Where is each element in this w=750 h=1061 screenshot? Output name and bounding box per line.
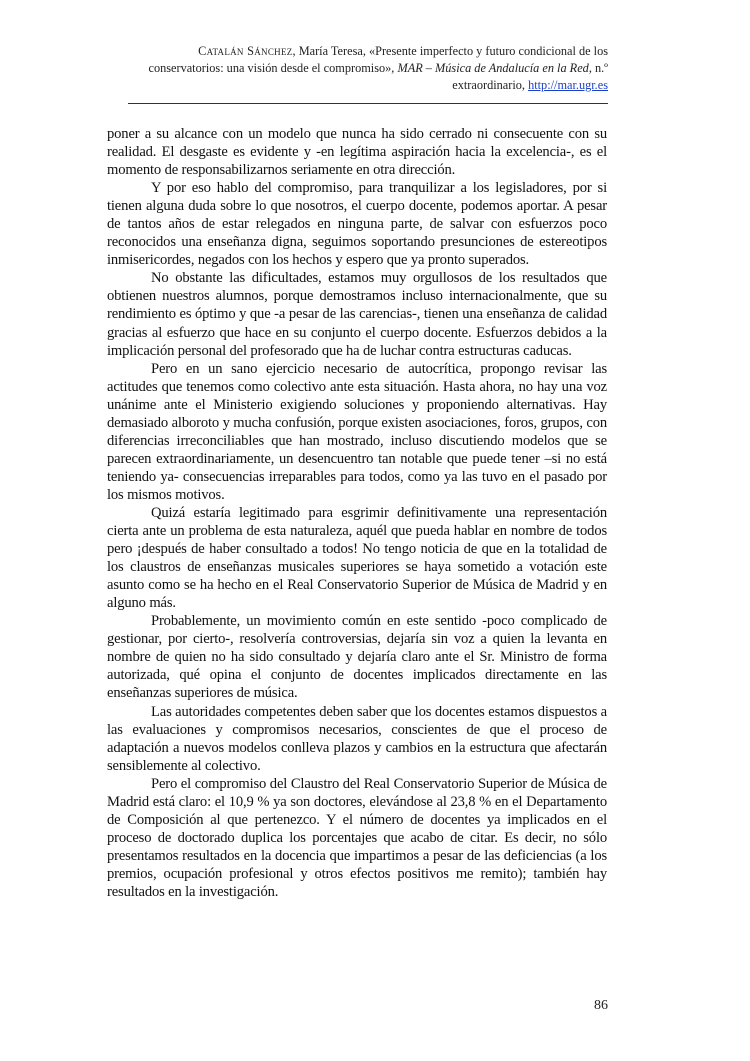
paragraph: Las autoridades competentes deben saber que los docentes estamos dispuestos a las evaluaciones y compromisos necesarios, conscientes de que el proceso de adaptación a nuevos modelos conlleva plazos y cambios en la estructura que afectarán sensiblemente al colectivo. — [107, 703, 607, 774]
header-journal: MAR – Música de Andalucía en la Red — [397, 61, 589, 75]
body-text — [107, 125, 607, 901]
paragraph: Pero el compromiso del Claustro del Real Conservatorio Superior de Música de Madrid está claro: el 10,9 % ya son doctores, elevándose al 23,8 % en el Departamento de Composición al que pertenezco. Y el número de docentes ya implicados en el proceso de doctorado duplica los porcentajes que acabo de citar. Es decir, no sólo presentamos resultados en la docencia que impartimos a pesar de las deficiencias (a los premios, ocupación profesional y otros efectos positivos me remito); también hay resultados en la investigación. — [107, 775, 607, 900]
header-author: Catalán Sánchez — [198, 44, 293, 58]
page-number: 86 — [594, 998, 608, 1013]
paragraph: Quizá estaría legitimado para esgrimir definitivamente una representación cierta ante un problema de esta naturaleza, aquél que pueda hablar en nombre de todos pero ¡después de haber consultado a todos! No tengo noticia de que en la totalidad de los claustros de enseñanzas musicales superiores se haya sometido a votación este asunto como se ha hecho en el Real Conservatorio Superior de Música de Madrid y en alguno más. — [107, 504, 607, 612]
header-divider — [128, 103, 608, 104]
header-url-link[interactable]: http://mar.ugr.es — [528, 78, 608, 92]
paragraph: poner a su alcance con un modelo que nunca ha sido cerrado ni consecuente con su realidad. El desgaste es evidente y -en legítima aspiración hacia la excelencia-, es el momento de responsabilizarnos seriamente en otra dirección. — [107, 126, 607, 179]
paragraph: No obstante las dificultades, estamos muy orgullosos de los resultados que obtienen nuestros alumnos, porque demostramos incluso internacionalmente, que su rendimiento es óptimo y que -a pesar de las carencias-, tienen una enseñanza de calidad gracias al esfuerzo que hace en su conjunto el cuerpo docente. Esfuerzos debidos a la implicación personal del profesorado que ha de luchar contra estructuras caducas. — [107, 270, 607, 359]
header-issue: , n.º extraordinario, — [452, 61, 608, 92]
header-article-title: , María Teresa, «Presente imperfecto y futuro condicional de los conservatorios: una visión desde el compromiso», — [148, 44, 608, 75]
paragraph: Y por eso hablo del compromiso, para tranquilizar a los legisladores, por si tienen alguna duda sobre lo que nosotros, el cuerpo docente, podemos aportar. A pesar de tantos años de estar relegados en ninguna parte, de salvar con esfuerzos poco reconocidos una enseñanza digna, seguimos soportando presunciones de estereotipos inmisericordes, negados con los hechos y espero que ya pronto superados. — [107, 180, 607, 269]
paragraph: Probablemente, un movimiento común en este sentido -poco complicado de gestionar, por cierto-, resolvería controversias, dejaría sin voz a quien la levanta en nombre de quien no ha sido consultado y dejaría claro ante el Sr. Ministro de forma autorizada, qué opina el conjunto de docentes implicados directamente en las enseñanzas superiores de música. — [107, 613, 607, 702]
paragraph: Pero en un sano ejercicio necesario de autocrítica, propongo revisar las actitudes que tenemos como colectivo ante esta situación. Hasta ahora, no hay una voz unánime ante el Ministerio exigiendo soluciones y proponiendo alternativas. Hay demasiado alboroto y mucha confusión, porque existen asociaciones, foros, grupos, con diferencias irreconciliables que han mostrado, incluso discutiendo modelos que se parecen extraordinariamente, un desencuentro tan notable que puede tener –si no está teniendo ya- consecuencias irreparables para todos, como ya las tuvo en el pasado por los mismos motivos. — [107, 360, 607, 503]
running-header — [128, 43, 608, 94]
